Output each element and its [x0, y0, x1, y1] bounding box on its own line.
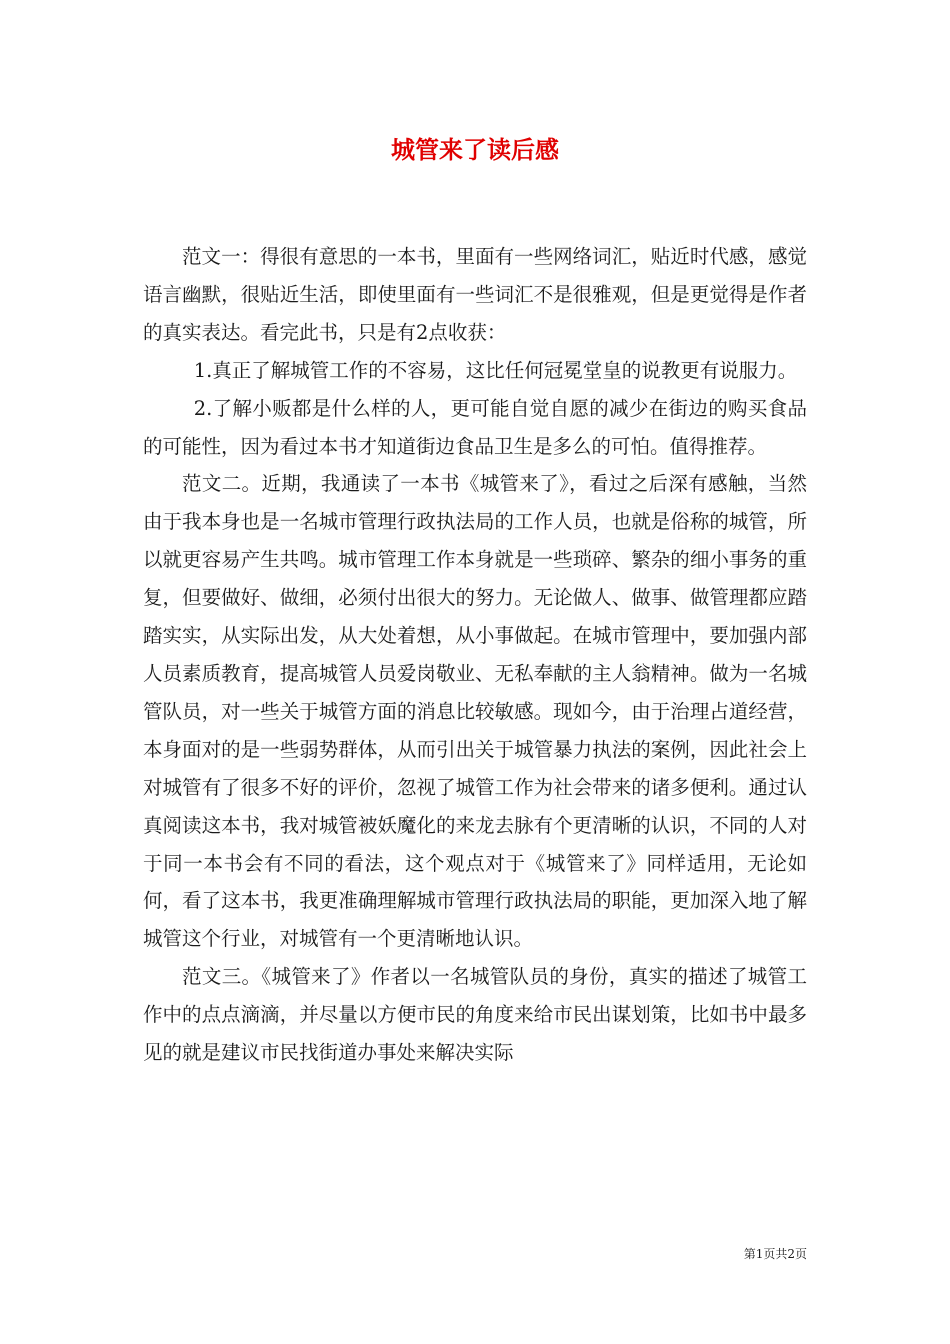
paragraph-point-two: 2.了解小贩都是什么样的人，更可能自觉自愿的减少在街边的购买食品的可能性，因为看过本书才知道街边食品卫生是多么的可怕。值得推荐。 — [143, 396, 807, 458]
paragraph-sample-one: 范文一：得很有意思的一本书，里面有一些网络词汇，贴近时代感，感觉语言幽默，很贴近生活，即使里面有一些词汇不是很雅观，但是更觉得是作者的真实表达。看完此书，只是有2点收获： — [143, 245, 807, 344]
paragraph-sample-three: 范文三。《城管来了》作者以一名城管队员的身份，真实的描述了城管工作中的点点滴滴，并尽量以方便市民的角度来给市民出谋划策，比如书中最多见的就是建议市民找街道办事处来解决实际 — [143, 965, 807, 1065]
document-body — [143, 238, 807, 1072]
paragraph-sample-two: 范文二。近期，我通读了一本书《城管来了》，看过之后深有感触，当然由于我本身也是一名城市管理行政执法局的工作人员，也就是俗称的城管，所以就更容易产生共鸣。城市管理工作本身就是一些琐碎、繁杂的细小事务的重复，但要做好、做细，必须付出很大的努力。无论做人、做事、做管理都应踏踏实实，从实际出发，从大处着想，从小事做起。在城市管理中，要加强内部人员素质教育，提高城管人员爱岗敬业、无私奉献的主人翁精神。做为一名城管队员，对一些关于城管方面的消息比较敏感。现如今，由于治理占道经营，本身面对的是一些弱势群体，从而引出关于城管暴力执法的案例，因此社会上对城管有了很多不好的评价，忽视了城管工作为社会带来的诸多便利。通过认真阅读这本书，我对城管被妖魔化的来龙去脉有个更清晰的认识，不同的人对于同一本书会有不同的看法，这个观点对于《城管来了》同样适用，无论如何，看了这本书，我更准确理解城市管理行政执法局的职能，更加深入地了解城管这个行业，对城管有一个更清晰地认识。 — [143, 472, 807, 951]
page-number: 第1页共2页 — [743, 1247, 807, 1261]
document-title: 城管来了读后感 — [391, 135, 559, 164]
paragraph-point-one: 1.真正了解城管工作的不容易，这比任何冠冕堂皇的说教更有说服力。 — [193, 358, 798, 382]
